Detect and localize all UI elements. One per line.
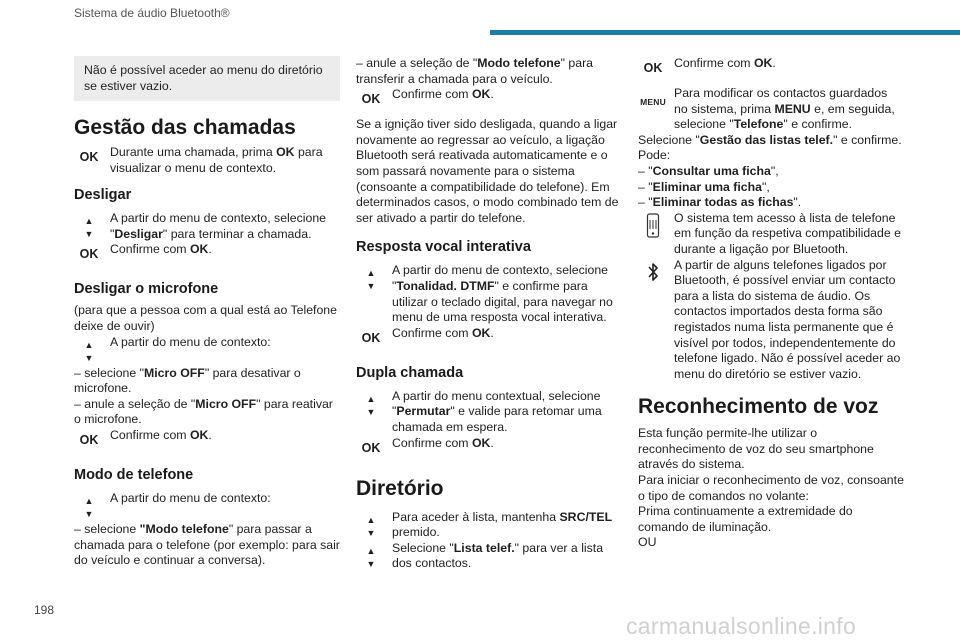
heading-modo-telefone: Modo de telefone bbox=[74, 466, 194, 483]
up-down-arrows-icon: ▲ ▼ bbox=[84, 216, 94, 240]
running-header-title: Sistema de áudio Bluetooth® bbox=[74, 6, 230, 20]
micro-intro: (para que a pessoa com a qual está ao Telefone deixe de ouvir) bbox=[74, 303, 337, 333]
voz-paragraph-3: Prima continuamente a extremidade do comando de iluminação. bbox=[638, 504, 853, 534]
ok-button-icon: OK bbox=[361, 330, 381, 345]
menu-button-icon: MENU bbox=[640, 97, 666, 107]
ok-button-icon: OK bbox=[79, 150, 99, 164]
step-anule-confirm: OK Confirme com OK. bbox=[356, 87, 622, 113]
heading-desligar: Desligar bbox=[74, 187, 132, 204]
heading-reconhecimento-voz: Reconhecimento de voz bbox=[638, 395, 879, 419]
step-gestao: OK Durante uma chamada, prima OK para visualizar o menu de contexto. bbox=[74, 145, 340, 176]
step-desligar: ▲ ▼ A partir do menu de contexto, selecione "Desligar" para terminar a chamada. bbox=[84, 211, 327, 241]
up-down-arrows-icon: ▲ ▼ bbox=[366, 393, 376, 417]
up-down-arrows-icon: ▲ ▼ bbox=[366, 268, 376, 292]
select-gestao: Selecione "Gestão das listas telef." e confirme. bbox=[638, 132, 902, 147]
ok-button-icon: OK bbox=[79, 432, 99, 447]
up-down-arrows-icon: ▲ ▼ bbox=[366, 545, 376, 569]
phone-compat-note: O sistema tem acesso à lista de telefone em função da respetiva compatibilidade e durante a ligação por Bluetooth. bbox=[638, 211, 904, 258]
bluetooth-note: A partir de alguns telefones ligados por Bluetooth, é possível enviar um contacto para a lista do sistema de áudio. Os contactos importados desta forma são registados numa lista permanente que é visível por todos, independentemente do telefone ligado. Não é possível aceder ao menu do diretório se estiver vazio. bbox=[638, 258, 904, 383]
up-down-arrows-icon: ▲ ▼ bbox=[84, 495, 94, 519]
modo-option: – selecione "Modo telefone" para passar a chamada para o telefone (por exemplo: para sair do veículo e continuar a conversa). bbox=[74, 521, 340, 568]
step-micro-menu: ▲ ▼ A partir do menu de contexto: bbox=[84, 334, 271, 363]
step-diretorio-2: ▲ ▼ Selecione "Lista telef." para ver a lista dos contactos. bbox=[366, 540, 604, 571]
step-resposta: ▲ ▼ A partir do menu de contexto, selecione "Tonalidad. DTMF" e confirme para utilizar o teclado digital, para navegar no menu de uma resposta vocal interativa. bbox=[366, 263, 613, 325]
up-down-arrows-icon: ▲ ▼ bbox=[366, 514, 376, 538]
column-left bbox=[74, 56, 340, 569]
micro-option-off: – selecione "Micro OFF" para desativar o microfone. bbox=[74, 365, 301, 396]
pode-label: Pode: bbox=[638, 148, 671, 163]
heading-diretorio: Diretório bbox=[356, 476, 444, 500]
voz-paragraph-2: Para iniciar o reconhecimento de voz, consoante o tipo de comandos no volante: bbox=[638, 473, 904, 503]
heading-resposta-vocal: Resposta vocal interativa bbox=[356, 239, 531, 256]
smartphone-icon bbox=[638, 213, 668, 244]
step-dupla: ▲ ▼ A partir do menu contextual, selecione "Permutar" e valide para retomar uma chamada em espera. bbox=[366, 388, 602, 434]
heading-desligar-microfone: Desligar o microfone bbox=[74, 281, 219, 298]
step-modo-menu: ▲ ▼ A partir do menu de contexto: bbox=[84, 490, 271, 519]
watermark: carmanualsonline.info bbox=[626, 613, 857, 639]
bluetooth-icon bbox=[638, 260, 668, 289]
page-number: 198 bbox=[34, 603, 55, 617]
step-micro-confirm: OK Confirme com OK. bbox=[74, 428, 340, 454]
voz-paragraph-1: Esta função permite-lhe utilizar o reconhecimento de voz do seu smartphone através do sistema. bbox=[638, 426, 874, 472]
voz-ou: OU bbox=[638, 535, 657, 550]
step-dir-confirm: OK Confirme com OK. bbox=[638, 56, 904, 82]
column-middle bbox=[356, 56, 622, 572]
ignicao-paragraph: Se a ignição tiver sido desligada, quando a ligar novamente ao regressar ao veículo, a ligação Bluetooth será reativada automaticamente e o som passará novamente para o sistema (consoante a compatibilidade do telefone). Em determinados casos, o modo combinado tem de ser ativado a partir do telefone. bbox=[356, 117, 619, 225]
step-diretorio-1: ▲ ▼ Para aceder à lista, mantenha SRC/TEL premido. bbox=[366, 509, 613, 540]
step-dupla-confirm: OK Confirme com OK. bbox=[356, 436, 622, 462]
info-note: Não é possível aceder ao menu do diretório se estiver vazio. bbox=[74, 56, 340, 101]
option-eliminar-todas: – "Eliminar todas as fichas". bbox=[638, 195, 802, 210]
step-menu: MENU Para modificar os contactos guardados no sistema, prima MENU e, em seguida, selecione "Telefone" e confirme. bbox=[638, 86, 904, 133]
micro-option-on: – anule a seleção de "Micro OFF" para reativar o microfone. bbox=[74, 396, 333, 427]
step-resposta-confirm: OK Confirme com OK. bbox=[356, 326, 622, 352]
modo-option-cancel: – anule a seleção de "Modo telefone" para transferir a chamada para o veículo. bbox=[356, 56, 594, 86]
step-desligar-confirm: OK Confirme com OK. bbox=[74, 242, 340, 268]
column-right bbox=[638, 56, 904, 551]
up-down-arrows-icon: ▲ ▼ bbox=[84, 339, 94, 363]
option-eliminar: – "Eliminar uma ficha", bbox=[638, 179, 770, 194]
ok-button-icon: OK bbox=[643, 61, 663, 75]
ok-button-icon: OK bbox=[361, 440, 381, 455]
header-accent-bar bbox=[490, 30, 960, 35]
heading-gestao-chamadas: Gestão das chamadas bbox=[74, 116, 296, 139]
ok-button-icon: OK bbox=[361, 92, 381, 107]
option-consultar: – "Consultar uma ficha", bbox=[638, 163, 779, 178]
heading-dupla-chamada: Dupla chamada bbox=[356, 364, 464, 381]
ok-button-icon: OK bbox=[79, 247, 99, 262]
